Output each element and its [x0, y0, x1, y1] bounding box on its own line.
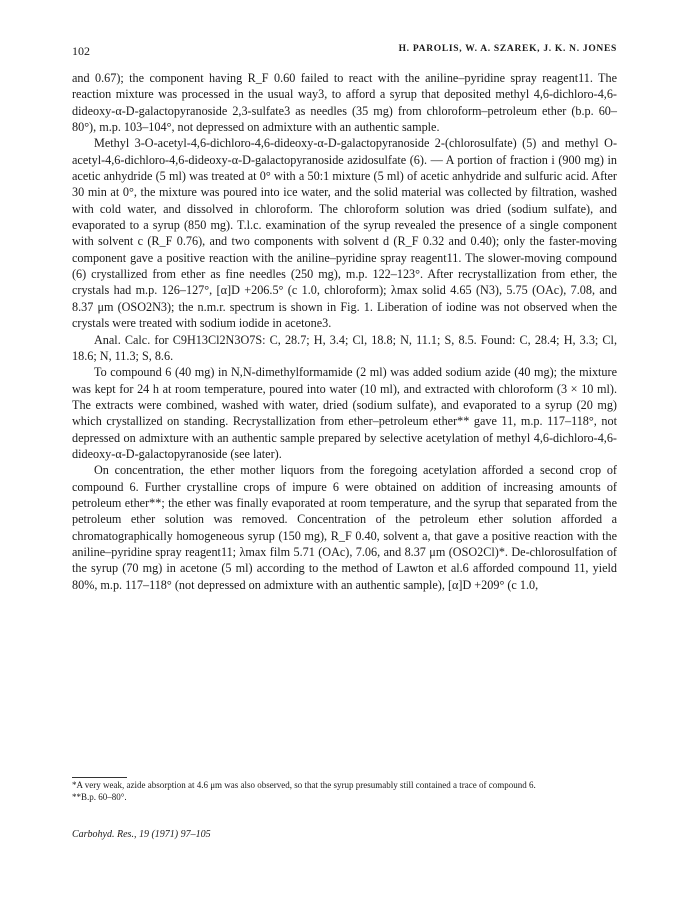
- article-body: [72, 70, 617, 593]
- paragraph-3: Anal. Calc. for C9H13Cl2N3O7S: C, 28.7; H, 3.4; Cl, 18.8; N, 11.1; S, 8.5. Found: C, 28.4; H, 3.3; Cl, 18.6; N, 11.3; S, 8.6.: [72, 332, 617, 363]
- page-number: 102: [72, 44, 90, 58]
- paragraph-1: and 0.67); the component having R_F 0.60 failed to react with the aniline–pyridine spray reagent11. The reaction mixture was processed in the usual way3, to afford a syrup that deposited methyl 4,6-dichloro-4,6-dideoxy-α-D-galactopyranoside 2,3-sulfate3 as needles (35 mg) from chloroform–petroleum ether (b.p. 60–80°), m.p. 103–104°, not depressed on admixture with an authentic sample.: [72, 71, 617, 135]
- running-authors: H. PAROLIS, W. A. SZAREK, J. K. N. JONES: [398, 44, 617, 54]
- footnotes: [72, 780, 617, 803]
- paragraph-4: To compound 6 (40 mg) in N,N-dimethylformamide (2 ml) was added sodium azide (40 mg); the mixture was kept for 24 h at room temperature, poured into water (10 ml), and extracted with chloroform (3 × 10 ml). The extracts were combined, washed with water, dried (sodium sulfate), and evaporated to a syrup (20 mg) which crystallized on standing. Recrystallization from ether–petroleum ether** gave 11, m.p. 117–118°, not depressed on admixture with an authentic sample prepared by selective acetylation of methyl 4,6-dichloro-4,6-dideoxy-α-D-galactopyranoside (see later).: [72, 365, 617, 461]
- footnote-2: **B.p. 60–80°.: [72, 791, 127, 802]
- running-header: [72, 44, 617, 60]
- footnote-1: *A very weak, azide absorption at 4.6 μm was also observed, so that the syrup presumably still contained a trace of compound 6.: [72, 780, 536, 790]
- journal-reference: Carbohyd. Res., 19 (1971) 97–105: [72, 829, 211, 840]
- paragraph-5: On concentration, the ether mother liquors from the foregoing acetylation afforded a second crop of compound 6. Further crystalline crops of impure 6 were obtained on addition of increasing amounts of petroleum ether**; the ether was finally evaporated at room temperature, and the syrup that separated from the petroleum ether solution was removed. Concentration of the petroleum ether solution afforded a chromatographically homogeneous syrup (150 mg), R_F 0.40, solvent a, that gave a positive reaction with the aniline–pyridine spray reagent11; λmax film 5.71 (OAc), 7.06, and 8.37 μm (OSO2Cl)*. De-chlorosulfation of the syrup (70 mg) in acetone (5 ml) according to the method of Lawton et al.6 afforded compound 11, yield 80%, m.p. 117–118° (not depressed on admixture with an authentic sample), [α]D +209° (c 1.0,: [72, 463, 617, 592]
- footnote-divider: [72, 777, 127, 778]
- paragraph-2: Methyl 3-O-acetyl-4,6-dichloro-4,6-dideoxy-α-D-galactopyranoside 2-(chlorosulfate) (5) and methyl O-acetyl-4,6-dichloro-4,6-dideoxy-α-D-galactopyranoside azidosulfate (6). — A portion of fraction i (900 mg) in acetic anhydride (5 ml) was treated at 0° with a 50:1 mixture (5 ml) of acetic anhydride and sulfuric acid. After 30 min at 0°, the mixture was poured into ice water, and the solid material was collected by filtration, washed with cold water, and dissolved in chloroform. The chloroform solution was dried (sodium sulfate), and evaporated to a syrup (850 mg). T.l.c. examination of the syrup revealed the presence of a single component with solvent c (R_F 0.76), and two components with solvent d (R_F 0.32 and 0.40); only the faster-moving component gave a positive reaction with the aniline–pyridine spray reagent11. The slower-moving compound (6) crystallized from ether as fine needles (250 mg), m.p. 122–123°. After recrystallization from ether, the crystals had m.p. 126–127°, [α]D +206.5° (c 1.0, chloroform); λmax solid 4.65 (N3), 5.75 (OAc), 7.08, and 8.37 μm (OSO2N3); the n.m.r. spectrum is shown in Fig. 1. Liberation of iodine was not observed when the crystals were treated with sodium iodide in acetone3.: [72, 136, 617, 331]
